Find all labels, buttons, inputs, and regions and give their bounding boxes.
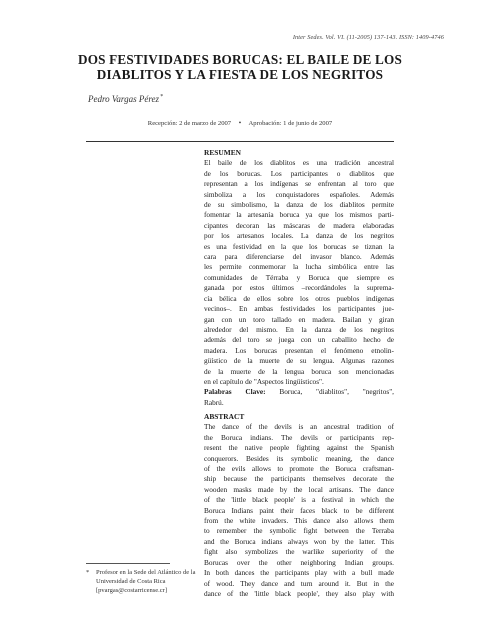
author-text: Pedro Vargas Pérez xyxy=(88,94,159,104)
journal-reference: Inter Sedes. Vol. VI. (11-2005) 137-143. ISSN: 1409-4746 xyxy=(292,34,444,41)
footnote-mark: * xyxy=(86,569,90,576)
text-line: and the Boruca indians always won by the latter. This xyxy=(204,536,394,546)
submission-dates xyxy=(0,119,480,127)
resumen-body xyxy=(204,158,394,387)
text-line: Borucas over the other neighboring Indian groups. xyxy=(204,557,394,567)
text-line: madera. Los borucas presentan el fenómeno etnolin- xyxy=(204,345,394,355)
title-line-2: DIABLITOS Y LA FIESTA DE LOS NEGRITOS xyxy=(96,67,384,82)
text-line: to remember the symbolic fight between the Terraba xyxy=(204,526,394,536)
approved-date: Aprobación: 1 de junio de 2007 xyxy=(248,120,333,127)
text-line: güístico de la muerte de su lengua. Algunas razones xyxy=(204,356,394,366)
received-date: Recepción: 2 de marzo de 2007 xyxy=(147,120,232,127)
keywords-label: Palabras Clave: xyxy=(204,387,266,397)
text-line: por los artesanos locales. La danza de los negritos xyxy=(204,231,394,241)
text-line: The dance of the devils is an ancestral tradition of xyxy=(204,422,394,432)
text-line: the Boruca indians. The devils or participants rep- xyxy=(204,432,394,442)
text-line: of the 'little black people' is a festival in which the xyxy=(204,495,394,505)
text-line: simboliza a los conquistadores españoles. Además xyxy=(204,189,394,199)
abstract-body xyxy=(204,422,394,599)
text-line: Boruca Indians paint their faces black to be different xyxy=(204,505,394,515)
abstract-section xyxy=(204,412,394,599)
text-line: de los borucas. Los participantes o diablitos que xyxy=(204,168,394,178)
keywords-line xyxy=(204,387,394,397)
author-footnote xyxy=(86,568,194,596)
text-line: de la muerte de la lengua boruca son mencionadas xyxy=(204,366,394,376)
title-line-1: DOS FESTIVIDADES BORUCAS: EL BAILE DE LOS xyxy=(77,52,403,67)
text-line: resent the native people fighting against the Spanish xyxy=(204,443,394,453)
footnote-line: Profesor en la Sede del Atlántico de la xyxy=(96,569,196,576)
text-line: cía bélica de ellos sobre los otros pueblos indígenas xyxy=(204,293,394,303)
footnote-line: Universidad de Costa Rica xyxy=(96,578,166,586)
footnote-line: [pvargas@costarricense.cr] xyxy=(96,587,168,595)
text-line: dance of the 'little black people', they also play with xyxy=(204,588,394,598)
abstract-heading: ABSTRACT xyxy=(204,412,245,421)
text-line: ganada por estos últimos –recordándoles la suprema- xyxy=(204,283,394,293)
date-separator: • xyxy=(238,119,242,127)
text-line: comunidades de Térraba y Boruca que siempre es xyxy=(204,272,394,282)
keywords-line-2: Rabrú. xyxy=(204,397,224,407)
text-line: es una festividad en la que los borucas se tiznan la xyxy=(204,241,394,251)
keywords-values: Boruca, "diablitos", "negritos", xyxy=(265,387,394,397)
text-line: además del toro se juega con un caballito hecho de xyxy=(204,335,394,345)
resumen-section xyxy=(204,148,394,408)
text-line: de su simbolismo, la danza de los diablitos permite xyxy=(204,200,394,210)
text-line: from the white invaders. This dance also allows them xyxy=(204,516,394,526)
text-line: cara para diferenciarse del invasor blanco. Además xyxy=(204,252,394,262)
text-line: conquerors. Besides its symbolic meaning, the dance xyxy=(204,453,394,463)
text-line: vecinos–. En ambas festividades los participantes jue- xyxy=(204,304,394,314)
text-line: ship because the participants themselves decorate the xyxy=(204,474,394,484)
footnote-divider xyxy=(86,563,170,564)
text-line: of wood. They dance and turn around it. But in the xyxy=(204,578,394,588)
author-name xyxy=(88,94,163,104)
header-divider xyxy=(86,141,394,142)
text-line: en el capítulo de "Aspectos lingüísticos". xyxy=(204,376,324,386)
resumen-heading: RESUMEN xyxy=(204,148,241,157)
text-line: of the evils allows to promote the Boruca craftsman- xyxy=(204,464,394,474)
text-line: In both dances the participants play with a bull made xyxy=(204,568,394,578)
article-title xyxy=(0,52,480,82)
text-line: representan a los indígenas se enfrentan al toro que xyxy=(204,179,394,189)
text-line: alrededor del mismo. En la danza de los negritos xyxy=(204,324,394,334)
text-line: les permite conmemorar la lucha simbólica entre las xyxy=(204,262,394,272)
text-line: El baile de los diablitos es una tradición ancestral xyxy=(204,158,394,168)
text-line: fomentar la artesanía boruca ya que los mismos parti- xyxy=(204,210,394,220)
text-line: cipantes decoran las máscaras de madera elaboradas xyxy=(204,220,394,230)
author-footnote-mark: * xyxy=(160,94,163,100)
text-line: gan con un toro tallado en madera. Bailan y giran xyxy=(204,314,394,324)
text-line: wooden masks made by the local artisans. The dance xyxy=(204,484,394,494)
text-line: fight also symbolizes the warlike superiority of the xyxy=(204,547,394,557)
